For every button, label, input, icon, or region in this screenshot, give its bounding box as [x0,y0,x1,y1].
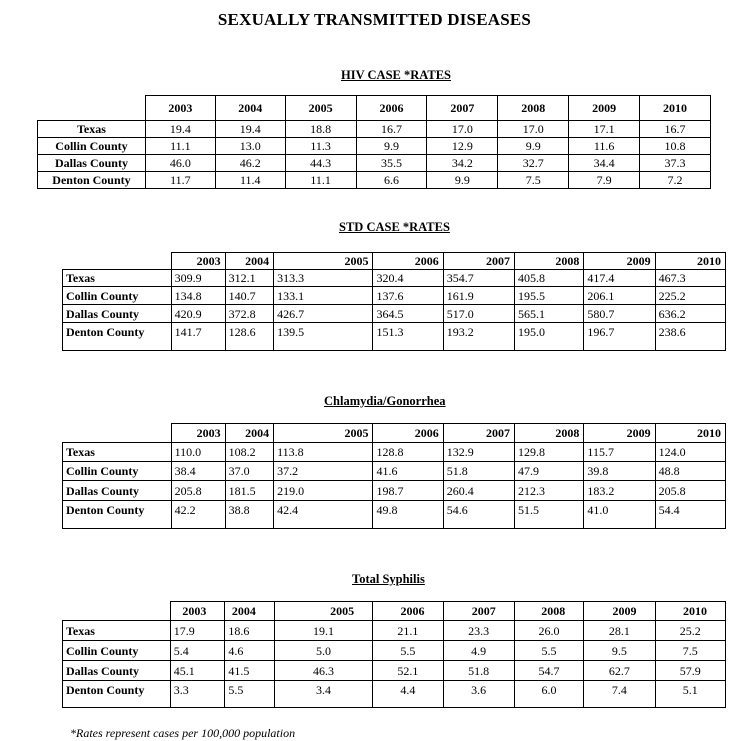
table-cell: 3.3 [170,681,225,708]
table-cell: 7.5 [655,641,725,661]
table-cell: 54.4 [655,501,725,529]
row-label: Dallas County [38,155,146,172]
table-row [63,641,726,661]
table-row [38,172,711,189]
syphilis-section-title: Total Syphilis [352,572,425,586]
year-header: 2006 [373,424,443,443]
table-cell: 51.5 [515,501,584,529]
table-cell: 151.3 [373,323,443,351]
table-cell: 39.8 [584,462,655,481]
table-cell: 11.6 [569,138,640,155]
table-cell: 44.3 [285,155,356,172]
table-row [63,305,726,323]
year-header: 2004 [215,96,285,121]
table-row [63,270,726,287]
table-cell: 134.8 [171,287,225,305]
table-cell: 320.4 [373,270,443,287]
table-cell: 23.3 [443,621,514,641]
table-cell: 17.1 [569,121,640,138]
table-cell: 4.9 [443,641,514,661]
std-section-title: STD CASE *RATES [339,220,450,234]
table-cell: 7.9 [569,172,640,189]
table-row [63,287,726,305]
row-label: Texas [63,443,172,462]
table-cell: 21.1 [373,621,443,641]
year-header: 2008 [515,253,584,270]
year-header: 2005 [274,253,373,270]
table-row [63,323,726,351]
syphilis-rates-table [62,601,726,708]
table-cell: 18.6 [225,621,274,641]
year-header: 2009 [569,96,640,121]
table-cell: 193.2 [443,323,514,351]
table-cell: 9.9 [427,172,498,189]
table-cell: 467.3 [655,270,725,287]
table-cell: 26.0 [514,621,584,641]
table-cell: 195.5 [515,287,584,305]
year-header: 2005 [274,424,373,443]
row-label: Texas [63,270,172,287]
table-cell: 5.5 [514,641,584,661]
table-cell: 5.4 [170,641,225,661]
year-header: 2007 [443,253,514,270]
table-cell: 25.2 [655,621,725,641]
row-label: Texas [63,621,171,641]
table-cell: 45.1 [170,661,225,681]
row-label: Dallas County [63,661,171,681]
table-cell: 128.6 [225,323,274,351]
hiv-rates-table [37,95,711,189]
year-header: 2006 [373,602,443,621]
year-header: 2003 [170,602,225,621]
table-cell: 636.2 [655,305,725,323]
chlamydia-rates-table [62,423,726,529]
year-header: 2009 [584,602,655,621]
table-row [38,138,711,155]
table-cell: 426.7 [274,305,373,323]
year-header: 2005 [274,602,372,621]
table-cell: 51.8 [443,661,514,681]
table-cell: 11.1 [285,172,356,189]
corner-cell [63,602,171,621]
table-cell: 42.2 [171,501,225,529]
table-cell: 108.2 [225,443,274,462]
year-header: 2008 [498,96,569,121]
table-cell: 212.3 [515,481,584,501]
table-cell: 54.6 [443,501,514,529]
year-header: 2009 [584,424,655,443]
table-cell: 128.8 [373,443,443,462]
row-label: Dallas County [63,305,172,323]
table-cell: 580.7 [584,305,655,323]
table-cell: 35.5 [356,155,427,172]
table-cell: 7.2 [640,172,711,189]
table-cell: 4.6 [225,641,274,661]
year-header: 2007 [443,424,514,443]
table-cell: 6.0 [514,681,584,708]
table-cell: 124.0 [655,443,725,462]
table-cell: 16.7 [356,121,427,138]
table-cell: 46.3 [274,661,372,681]
table-cell: 19.4 [145,121,215,138]
table-cell: 137.6 [373,287,443,305]
table-cell: 54.7 [514,661,584,681]
table-cell: 37.0 [225,462,274,481]
table-row [63,681,726,708]
table-cell: 312.1 [225,270,274,287]
table-cell: 420.9 [171,305,225,323]
table-cell: 5.5 [225,681,274,708]
table-cell: 161.9 [443,287,514,305]
table-cell: 110.0 [171,443,225,462]
table-cell: 11.1 [145,138,215,155]
year-header: 2010 [655,602,725,621]
year-header: 2007 [443,602,514,621]
corner-cell [63,424,172,443]
table-cell: 13.0 [215,138,285,155]
footnote: *Rates represent cases per 100,000 population [70,726,296,740]
table-cell: 46.2 [215,155,285,172]
table-cell: 32.7 [498,155,569,172]
table-cell: 19.1 [274,621,372,641]
corner-cell [63,253,172,270]
table-cell: 206.1 [584,287,655,305]
row-label: Denton County [63,501,172,529]
table-cell: 46.0 [145,155,215,172]
table-cell: 3.6 [443,681,514,708]
year-header: 2005 [285,96,356,121]
table-cell: 11.7 [145,172,215,189]
table-cell: 129.8 [515,443,584,462]
table-cell: 196.7 [584,323,655,351]
table-cell: 405.8 [515,270,584,287]
table-row [63,443,726,462]
table-cell: 41.5 [225,661,274,681]
table-cell: 9.9 [356,138,427,155]
table-cell: 34.2 [427,155,498,172]
table-cell: 12.9 [427,138,498,155]
row-label: Texas [38,121,146,138]
table-cell: 34.4 [569,155,640,172]
table-row [63,481,726,501]
table-cell: 205.8 [655,481,725,501]
table-cell: 11.4 [215,172,285,189]
table-cell: 17.0 [427,121,498,138]
table-cell: 183.2 [584,481,655,501]
corner-cell [38,96,146,121]
table-cell: 517.0 [443,305,514,323]
table-cell: 6.6 [356,172,427,189]
table-cell: 38.4 [171,462,225,481]
table-cell: 141.7 [171,323,225,351]
table-cell: 260.4 [443,481,514,501]
table-cell: 219.0 [274,481,373,501]
year-header: 2004 [225,602,274,621]
year-header: 2009 [584,253,655,270]
year-header: 2003 [145,96,215,121]
table-cell: 9.9 [498,138,569,155]
table-cell: 132.9 [443,443,514,462]
table-cell: 49.8 [373,501,443,529]
table-cell: 565.1 [515,305,584,323]
table-cell: 62.7 [584,661,655,681]
std-rates-table [62,252,726,351]
hiv-section-title: HIV CASE *RATES [341,68,451,82]
table-cell: 133.1 [274,287,373,305]
table-cell: 41.0 [584,501,655,529]
table-cell: 51.8 [443,462,514,481]
row-label: Denton County [63,323,172,351]
table-cell: 205.8 [171,481,225,501]
table-cell: 19.4 [215,121,285,138]
table-cell: 42.4 [274,501,373,529]
table-cell: 10.8 [640,138,711,155]
table-cell: 52.1 [373,661,443,681]
table-cell: 47.9 [515,462,584,481]
year-header: 2004 [225,253,274,270]
table-row [63,621,726,641]
table-row [63,661,726,681]
table-cell: 139.5 [274,323,373,351]
table-cell: 195.0 [515,323,584,351]
table-cell: 16.7 [640,121,711,138]
year-header: 2010 [655,253,725,270]
table-cell: 238.6 [655,323,725,351]
table-cell: 7.5 [498,172,569,189]
year-header: 2010 [655,424,725,443]
table-cell: 372.8 [225,305,274,323]
table-cell: 41.6 [373,462,443,481]
table-cell: 18.8 [285,121,356,138]
table-cell: 313.3 [274,270,373,287]
table-cell: 309.9 [171,270,225,287]
table-cell: 364.5 [373,305,443,323]
row-label: Denton County [63,681,171,708]
table-cell: 354.7 [443,270,514,287]
year-header: 2003 [171,253,225,270]
year-header: 2004 [225,424,274,443]
table-cell: 113.8 [274,443,373,462]
table-cell: 5.1 [655,681,725,708]
table-cell: 48.8 [655,462,725,481]
table-cell: 115.7 [584,443,655,462]
table-cell: 4.4 [373,681,443,708]
table-cell: 17.9 [170,621,225,641]
table-cell: 37.3 [640,155,711,172]
table-cell: 198.7 [373,481,443,501]
row-label: Collin County [63,462,172,481]
table-cell: 17.0 [498,121,569,138]
table-cell: 9.5 [584,641,655,661]
table-cell: 417.4 [584,270,655,287]
table-cell: 3.4 [274,681,372,708]
table-cell: 28.1 [584,621,655,641]
row-label: Collin County [63,641,171,661]
year-header: 2006 [356,96,427,121]
table-cell: 5.5 [373,641,443,661]
table-cell: 7.4 [584,681,655,708]
row-label: Collin County [63,287,172,305]
table-row [38,155,711,172]
table-cell: 57.9 [655,661,725,681]
row-label: Dallas County [63,481,172,501]
page-title: SEXUALLY TRANSMITTED DISEASES [217,10,532,29]
row-label: Denton County [38,172,146,189]
year-header: 2006 [373,253,443,270]
table-cell: 5.0 [274,641,372,661]
table-cell: 38.8 [225,501,274,529]
table-cell: 181.5 [225,481,274,501]
chlamydia-section-title: Chlamydia/Gonorrhea [324,394,446,408]
table-cell: 37.2 [274,462,373,481]
row-label: Collin County [38,138,146,155]
year-header: 2010 [640,96,711,121]
table-row [63,462,726,481]
year-header: 2008 [514,602,584,621]
table-row [63,501,726,529]
table-row [38,121,711,138]
year-header: 2003 [171,424,225,443]
table-cell: 140.7 [225,287,274,305]
year-header: 2008 [515,424,584,443]
table-cell: 11.3 [285,138,356,155]
table-cell: 225.2 [655,287,725,305]
year-header: 2007 [427,96,498,121]
